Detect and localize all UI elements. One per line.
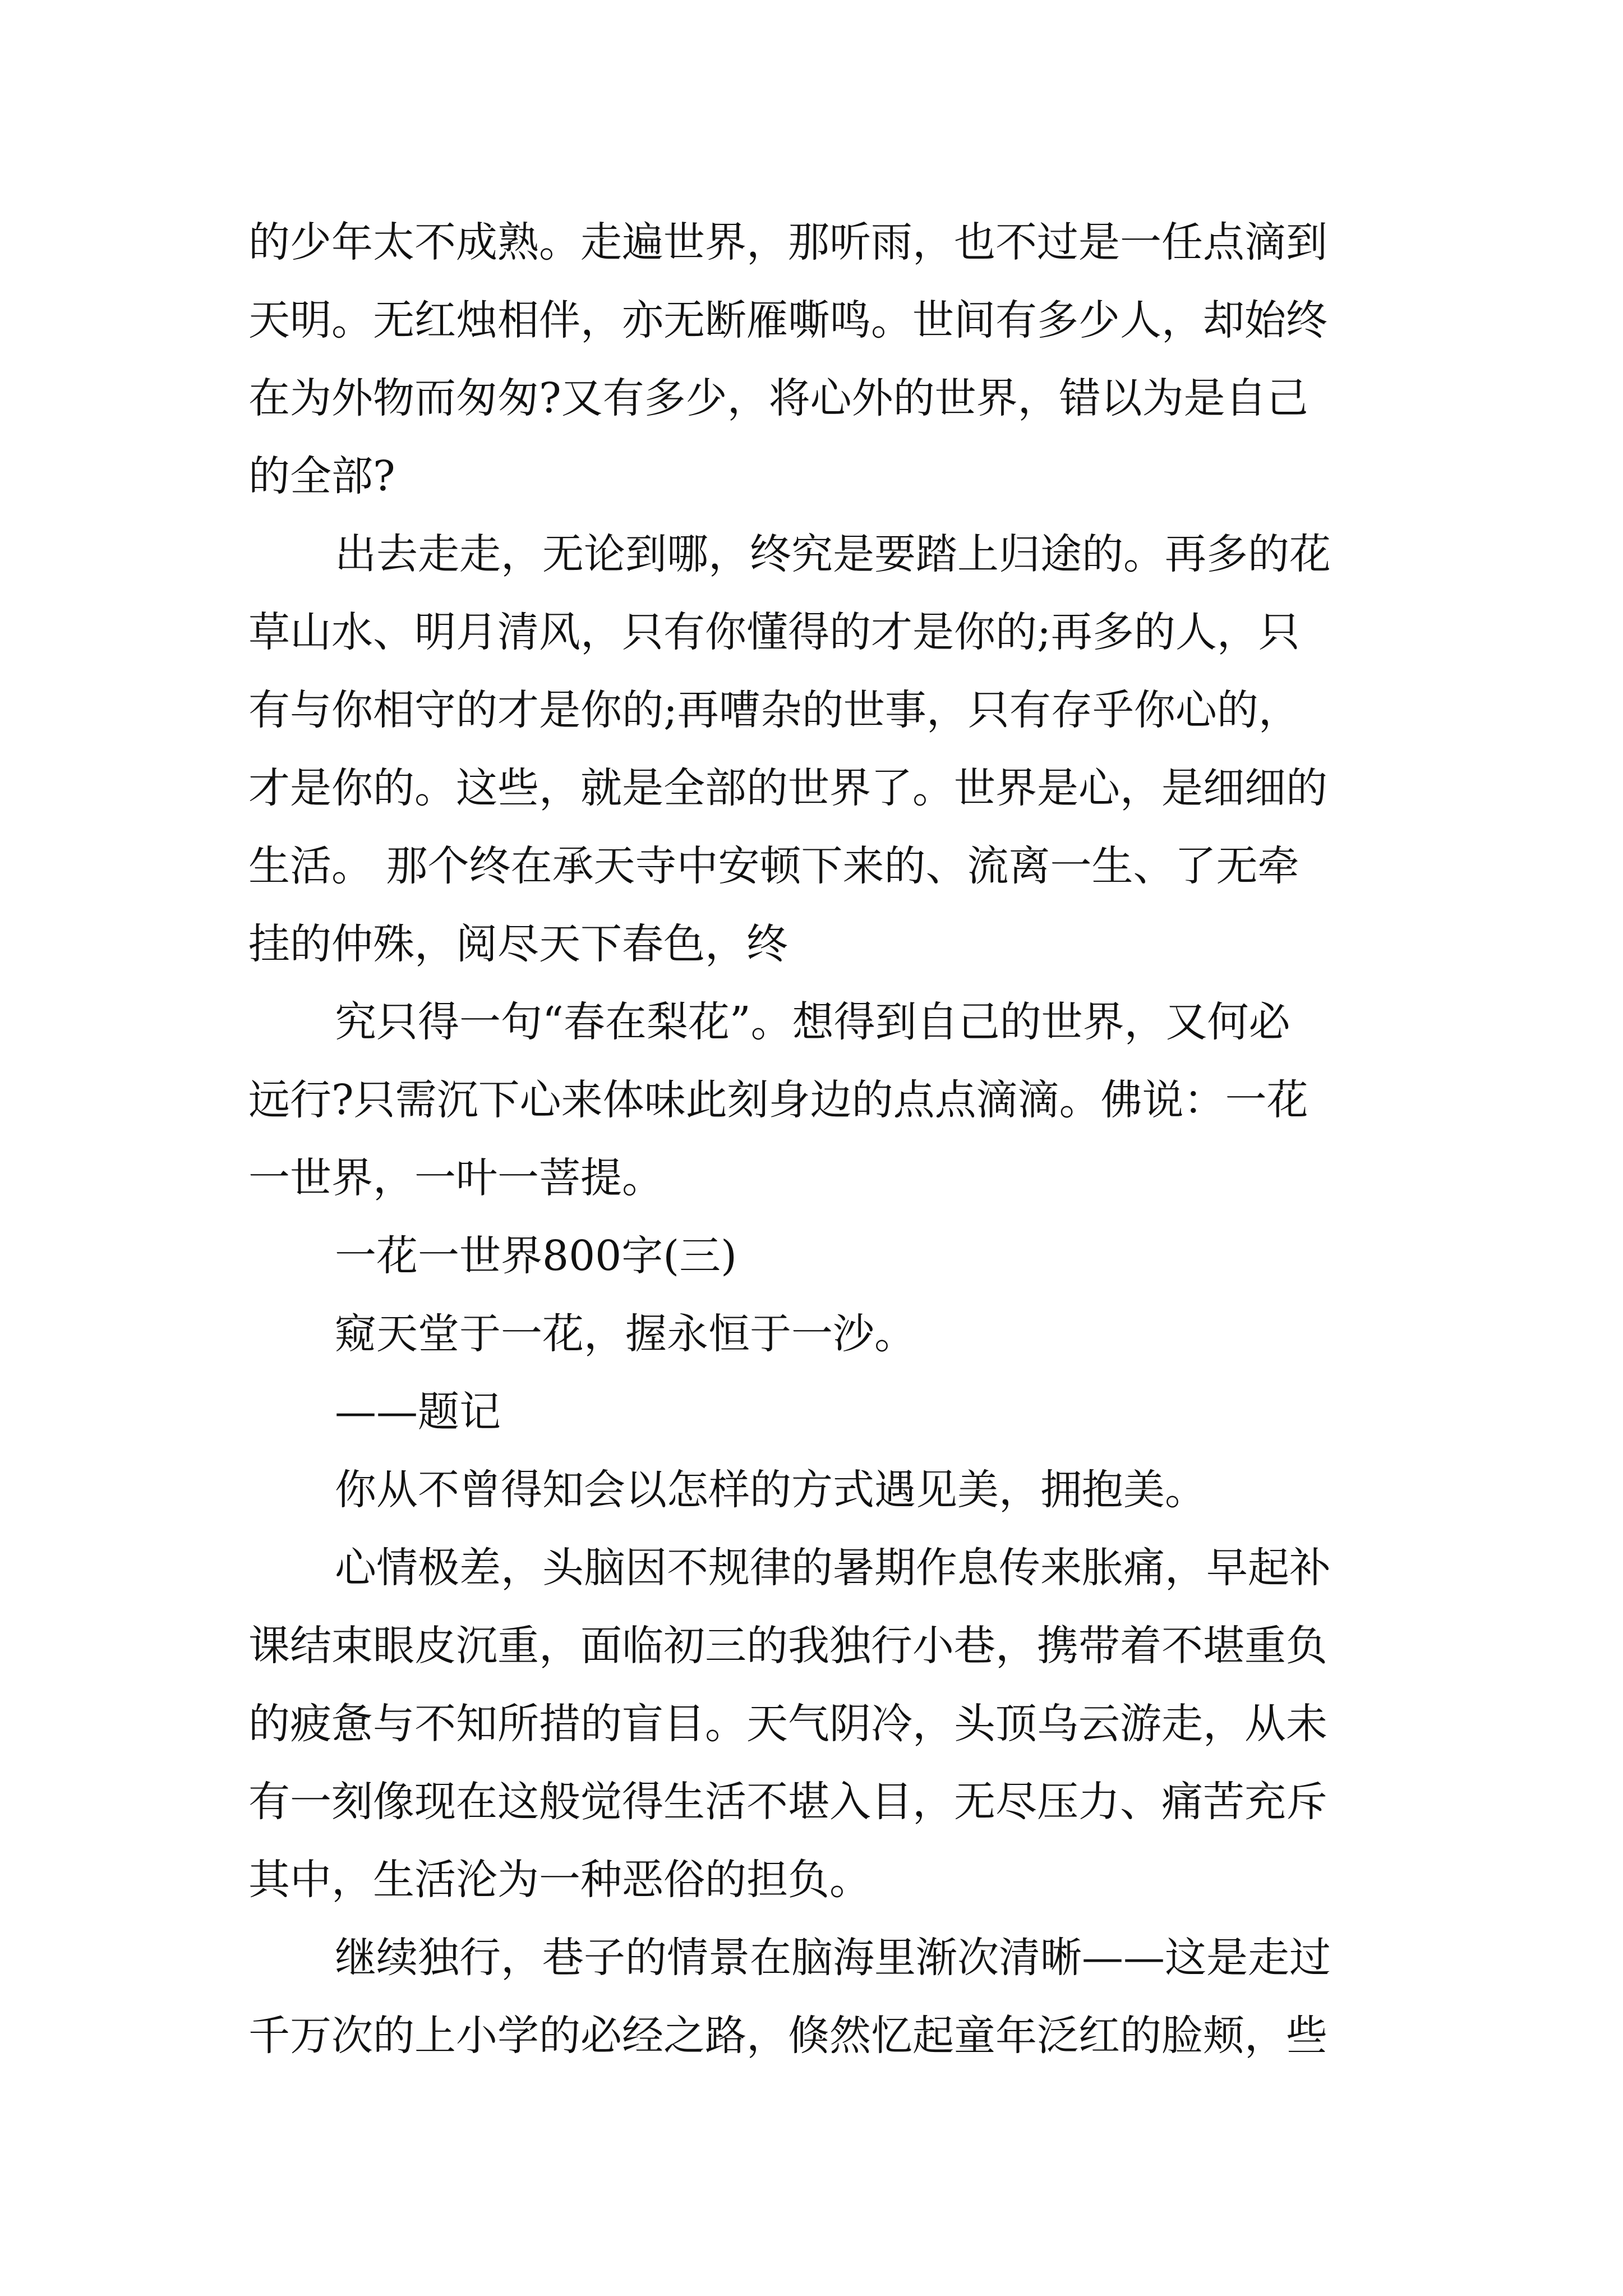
text-line: 才是你的。这些，就是全部的世界了。世界是心，是细细的 <box>248 764 1327 812</box>
text-line: 千万次的上小学的必经之路，倏然忆起童年泛红的脸颊，些 <box>248 2012 1327 2060</box>
text-line: 有一刻像现在这般觉得生活不堪入目，无尽压力、痛苦充斥 <box>248 1778 1327 1826</box>
text-line: 挂的仲殊，阅尽天下春色，终 <box>248 920 788 968</box>
text-line: 其中，生活沦为一种恶俗的担负。 <box>248 1856 871 1904</box>
paragraph-first-line: 出去走走，无论到哪，终究是要踏上归途的。再多的花 <box>335 530 1331 578</box>
text-line: 有与你相守的才是你的;再嘈杂的世事，只有存乎你心的， <box>248 686 1300 734</box>
text-line: 远行?只需沉下心来体味此刻身边的点点滴滴。佛说：一花 <box>248 1076 1308 1124</box>
paragraph-first-line: 心情极差，头脑因不规律的暑期作息传来胀痛，早起补 <box>335 1544 1331 1592</box>
section-heading: 一花一世界800字(三) <box>335 1232 737 1280</box>
text-line: 的少年太不成熟。走遍世界，那听雨，也不过是一任点滴到 <box>248 218 1327 266</box>
text-line: 的疲惫与不知所措的盲目。天气阴冷，头顶乌云游走，从未 <box>248 1700 1327 1748</box>
paragraph-first-line: 继续独行，巷子的情景在脑海里渐次清晰——这是走过 <box>335 1934 1331 1982</box>
epigraph: 窥天堂于一花，握永恒于一沙。 <box>335 1310 916 1358</box>
text-line: 草山水、明月清风，只有你懂得的才是你的;再多的人，只 <box>248 608 1300 656</box>
text-line: 在为外物而匆匆?又有多少，将心外的世界，错以为是自己 <box>248 374 1308 422</box>
text-line: 生活。 那个终在承天寺中安顿下来的、流离一生、了无牵 <box>248 842 1299 890</box>
epigraph-attribution: ——题记 <box>335 1388 501 1436</box>
paragraph-first-line: 你从不曾得知会以怎样的方式遇见美，拥抱美。 <box>335 1466 1206 1514</box>
paragraph-first-line: 究只得一句“春在梨花”。想得到自己的世界，又何必 <box>335 998 1290 1046</box>
text-line: 天明。无红烛相伴，亦无断雁嘶鸣。世间有多少人，却始终 <box>248 296 1327 344</box>
text-line: 一世界，一叶一菩提。 <box>248 1154 663 1202</box>
text-line: 的全部? <box>248 452 395 500</box>
text-line: 课结束眼皮沉重，面临初三的我独行小巷，携带着不堪重负 <box>248 1622 1327 1670</box>
